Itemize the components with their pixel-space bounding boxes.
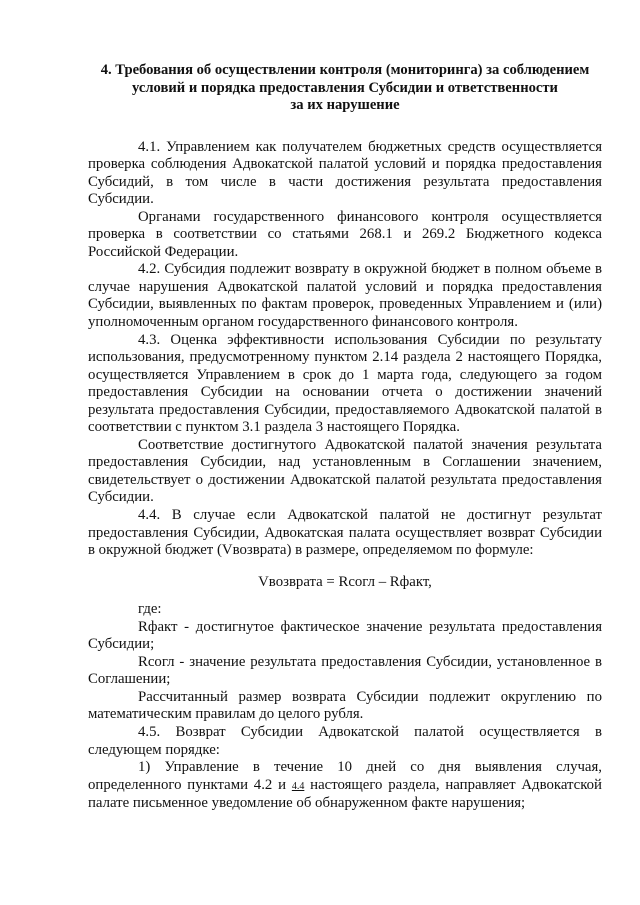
- paragraph-4-2: 4.2. Субсидия подлежит возврату в окружной бюджет в полном объеме в случае нарушения Адвокатской палатой условий и порядка предоставления Субсидии, выявленных по фактам проверок, проведенных Управлением и (или) уполномоченным органом государственного финансового контроля.: [88, 261, 602, 330]
- paragraph-4-1: 4.1. Управлением как получателем бюджетных средств осуществляется проверка соблюдения Адвокатской палатой условий и порядка предоставления Субсидий, в том числе в части достижения результата предоставления Субсидии.: [88, 138, 602, 208]
- paragraph-4-5: 4.5. Возврат Субсидии Адвокатской палатой осуществляется в следующем порядке:: [88, 724, 602, 758]
- item-1-text-end: настоящего раздела, направляет Адвокатской палате письменное уведомление об обнаруженном факте нарушения;: [88, 776, 602, 812]
- section-heading: [88, 62, 602, 115]
- formula-rfact-definition: Rфакт - достигнутое фактическое значение результата предоставления Субсидии;: [88, 618, 602, 653]
- document-page: [88, 62, 602, 813]
- paragraph-4-3: 4.3. Оценка эффективности использования Субсидии по результату использования, предусмотренному пунктом 2.14 раздела 2 настоящего Порядка, осуществляется Управлением в срок до 1 марта года, следующего за годом предоставления Субсидии на основании отчета о достижении значений результата предоставления Субсидии, предоставляемого Адвокатской палатой в соответствии с пунктом 3.1 раздела 3 настоящего Порядка.: [88, 331, 602, 436]
- formula-where-label: где:: [138, 601, 162, 618]
- paragraph-4-5-item-1: [88, 759, 602, 813]
- item-1-text-start: 1) Управление в течение 10 дней со дня выявления случая, определенного пунктами 4.2 и: [88, 759, 602, 793]
- paragraph-4-4: 4.4. В случае если Адвокатской палатой не достигнут результат предоставления Субсидии, Адвокатская палата осуществляет возврат Субсидии в окружной бюджет (Vвозврата) в размере, определяемом по формуле:: [88, 506, 602, 559]
- heading-line-1: 4. Требования об осуществлении контроля (мониторинга) за соблюдением: [100, 62, 590, 78]
- heading-line-2: условий и порядка предоставления Субсидии и ответственности: [132, 79, 558, 96]
- heading-line-3: за их нарушение: [290, 97, 400, 113]
- formula-rsogl-definition: Rсогл - значение результата предоставления Субсидии, установленное в Соглашении;: [88, 653, 602, 688]
- paragraph-4-1-state-control: Органами государственного финансового контроля осуществляется проверка в соответствии со статьями 268.1 и 269.2 Бюджетного кодекса Российской Федерации.: [88, 208, 602, 260]
- paragraph-4-3-compliance: Соответствие достигнутого Адвокатской палатой значения результата предоставления Субсидии, над установленным в Соглашении значением, свидетельствует о достижении Адвокатской палатой результата предоставления Субсидии.: [88, 436, 602, 506]
- refund-formula: Vвозврата = Rсогл – Rфакт,: [258, 573, 432, 590]
- paragraph-rounding: Рассчитанный размер возврата Субсидии подлежит округлению по математическим правилам до целого рубля.: [88, 688, 602, 723]
- clause-reference-link[interactable]: 4.4: [291, 780, 305, 792]
